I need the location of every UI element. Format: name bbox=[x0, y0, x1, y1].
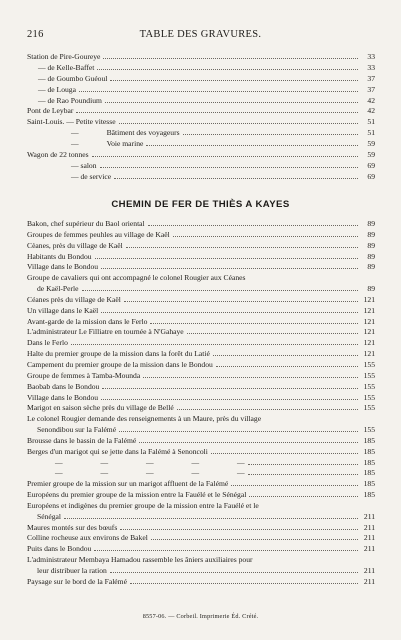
toc-entry-page: 69 bbox=[367, 160, 375, 170]
toc-entry bbox=[27, 458, 375, 469]
dot-leader bbox=[71, 344, 358, 345]
dot-leader bbox=[213, 355, 358, 356]
dot-leader bbox=[148, 225, 358, 226]
toc-entry bbox=[27, 262, 375, 273]
toc-entry-page: 42 bbox=[367, 106, 375, 116]
dot-leader bbox=[95, 258, 358, 259]
toc-entry-label: — salon bbox=[71, 160, 97, 170]
toc-entry-page: 89 bbox=[367, 229, 375, 239]
dot-leader bbox=[187, 333, 358, 334]
toc-entry bbox=[27, 150, 375, 161]
toc-entry-label: Paysage sur le bord de la Falémé bbox=[27, 576, 127, 586]
toc-entry bbox=[27, 172, 375, 183]
toc-entry-label: Colline rocheuse aux environs de Bakel bbox=[27, 533, 148, 543]
toc-entry bbox=[27, 161, 375, 172]
page-header bbox=[27, 29, 374, 43]
toc-entry bbox=[27, 106, 375, 117]
toc-entry-label: Groupes de femmes peuhles au village de Kaël bbox=[27, 229, 170, 239]
toc-entry-label: leur distribuer la ration bbox=[37, 566, 107, 575]
toc-entry bbox=[27, 544, 375, 555]
toc-entry-page: 51 bbox=[367, 128, 375, 138]
toc-entry bbox=[27, 566, 375, 577]
toc-entry-label: Sénégal bbox=[37, 511, 62, 521]
toc-entry-label: Cèanes, près du village de Kaël bbox=[27, 240, 123, 250]
toc-entry-page: 37 bbox=[367, 84, 375, 94]
toc-entry bbox=[27, 219, 375, 230]
dot-leader bbox=[231, 485, 358, 486]
toc-entry-page: 185 bbox=[363, 468, 375, 478]
toc-entry bbox=[27, 468, 375, 479]
toc-entry bbox=[27, 382, 375, 393]
dot-leader bbox=[143, 377, 358, 378]
toc-entry-label: Station de Pire-Goureye bbox=[27, 52, 101, 61]
toc-entry-label: Bâtiment des voyageurs bbox=[106, 128, 180, 138]
dot-leader bbox=[173, 236, 358, 237]
toc-entry-label: Campement du premier groupe de la mission dans le Bondou bbox=[27, 359, 213, 369]
toc-entry-page: 33 bbox=[367, 52, 375, 61]
toc-entry-page: 121 bbox=[363, 294, 375, 304]
toc-entry-label: L'administrateur Le Filliatre en tournée à N'Gahaye bbox=[27, 327, 184, 337]
toc-entry-label: Senondibou sur la Falémé bbox=[37, 425, 117, 435]
toc-entry-label: Céanes près du village de Kaël bbox=[27, 294, 121, 304]
dot-leader bbox=[119, 431, 358, 432]
dot-leader bbox=[110, 80, 358, 81]
toc-entry-page: 155 bbox=[363, 425, 375, 435]
dot-leader bbox=[103, 58, 358, 59]
toc-entry-page: 89 bbox=[367, 262, 375, 272]
ditto-dash: — bbox=[71, 139, 79, 149]
toc-entry-page: 155 bbox=[363, 381, 375, 391]
toc-entry bbox=[27, 241, 375, 252]
dot-leader bbox=[249, 496, 358, 497]
dot-leader bbox=[150, 323, 358, 324]
toc-entry-label: Habitants du Bondou bbox=[27, 251, 92, 261]
toc-entry bbox=[27, 306, 375, 317]
toc-entry-label: — de Kelle-Baffet bbox=[38, 62, 95, 72]
toc-entry-label: Bakon, chef supérieur du Baol oriental bbox=[27, 219, 145, 228]
toc-entry bbox=[27, 273, 375, 284]
toc-entry bbox=[27, 128, 375, 139]
toc-entry-label: — de Louga bbox=[38, 84, 76, 94]
toc-entry-label: Voie marine bbox=[106, 139, 144, 149]
toc-entry-page: 155 bbox=[363, 392, 375, 402]
toc-entry-label: Baobab dans le Bondou bbox=[27, 381, 100, 391]
toc-entry bbox=[27, 349, 375, 360]
toc-entry bbox=[27, 295, 375, 306]
toc-entry-label: — de Goumbo Guéoul bbox=[38, 73, 108, 83]
toc-entry-page: 185 bbox=[363, 446, 375, 456]
toc-entry-page: 42 bbox=[367, 95, 375, 105]
toc-entry-label: — de Rao Poundium bbox=[38, 95, 102, 105]
toc-entry-page: 211 bbox=[363, 511, 375, 521]
toc-entry-label: — — — — — bbox=[55, 468, 245, 478]
toc-entry-label: Halte du premier groupe de la mission dans la forêt du Latié bbox=[27, 349, 210, 359]
toc-entry-page: 185 bbox=[363, 435, 375, 445]
running-title: TABLE DES GRAVURES. bbox=[139, 29, 262, 40]
dot-leader bbox=[120, 529, 358, 530]
toc-entry bbox=[27, 555, 375, 566]
toc-entry bbox=[27, 117, 375, 128]
toc-entry-page: 89 bbox=[367, 219, 375, 228]
toc-entry bbox=[27, 436, 375, 447]
toc-entry-label: Wagon de 22 tonnes bbox=[27, 150, 89, 160]
dot-leader bbox=[97, 69, 358, 70]
dot-leader bbox=[101, 399, 358, 400]
toc-entry bbox=[27, 284, 375, 295]
toc-entry-page: 211 bbox=[363, 533, 375, 543]
toc-entry-page: 51 bbox=[367, 117, 375, 127]
toc-entry bbox=[27, 577, 375, 588]
toc-entry-label: Berges d'un marigot qui se jette dans la Falémé à Senoncoli bbox=[27, 446, 208, 456]
toc-entry-label: Village dans le Bondou bbox=[27, 262, 99, 272]
toc-entry-label: Groupe de cavaliers qui ont accompagné le colonel Rougier aux Céanes bbox=[27, 273, 246, 283]
dot-leader bbox=[105, 102, 358, 103]
toc-entry bbox=[27, 63, 375, 74]
toc-entry-page: 37 bbox=[367, 73, 375, 83]
toc-entry-page: 211 bbox=[363, 566, 375, 575]
toc-entry bbox=[27, 479, 375, 490]
dot-leader bbox=[101, 268, 358, 269]
dot-leader bbox=[64, 518, 358, 519]
toc-entry-label: Un village dans le Kaël bbox=[27, 305, 99, 315]
top-entry-list bbox=[27, 52, 375, 183]
dot-leader bbox=[139, 442, 358, 443]
toc-entry-label: Village dans le Bondou bbox=[27, 392, 99, 402]
dot-leader bbox=[79, 91, 358, 92]
toc-entry-label: L'administrateur Membaya Hamadou rassemble les âniers auxiliaires pour bbox=[27, 555, 253, 565]
dot-leader bbox=[183, 134, 358, 135]
dot-leader bbox=[92, 156, 358, 157]
toc-entry bbox=[27, 490, 375, 501]
toc-entry bbox=[27, 52, 375, 63]
ditto-dash: — bbox=[71, 128, 79, 138]
toc-entry bbox=[27, 393, 375, 404]
dot-leader bbox=[216, 366, 358, 367]
toc-entry-label: Européens du premier groupe de la mission entre la Fauélé et le Sénégal bbox=[27, 490, 247, 500]
toc-entry-label: Le colonel Rougier demande des renseignements à un Maure, près du village bbox=[27, 414, 262, 424]
toc-entry-page: 33 bbox=[367, 62, 375, 72]
toc-entry bbox=[27, 512, 375, 523]
toc-entry bbox=[27, 501, 375, 512]
dot-leader bbox=[248, 474, 358, 475]
section-entry-list bbox=[27, 219, 375, 588]
toc-entry bbox=[27, 317, 375, 328]
dot-leader bbox=[101, 312, 358, 313]
toc-entry bbox=[27, 74, 375, 85]
toc-entry bbox=[27, 447, 375, 458]
toc-entry-label: Dans le Ferlo bbox=[27, 338, 68, 348]
toc-entry-page: 121 bbox=[363, 316, 375, 326]
toc-entry-page: 89 bbox=[367, 284, 375, 294]
dot-leader bbox=[82, 290, 358, 291]
toc-entry-label: Marigot en saison sèche près du village de Bellé bbox=[27, 403, 174, 413]
toc-entry bbox=[27, 414, 375, 425]
dot-leader bbox=[119, 123, 358, 124]
dot-leader bbox=[110, 572, 358, 573]
dot-leader bbox=[102, 388, 358, 389]
toc-entry bbox=[27, 230, 375, 241]
toc-entry-label: — de service bbox=[71, 171, 112, 181]
toc-entry-label: Européens et indigènes du premier groupe de la mission entre la Fauélé et le bbox=[27, 500, 259, 510]
toc-entry bbox=[27, 338, 375, 349]
toc-entry bbox=[27, 96, 375, 107]
dot-leader bbox=[126, 247, 358, 248]
toc-entry-page: 121 bbox=[363, 327, 375, 337]
toc-entry-page: 211 bbox=[363, 576, 375, 586]
toc-entry-label: Groupe de femmes à Tamba-Mounda bbox=[27, 370, 141, 380]
toc-entry-page: 155 bbox=[363, 359, 375, 369]
section-title: CHEMIN DE FER DE THIÈS A KAYES bbox=[111, 199, 290, 210]
page-number: 216 bbox=[27, 29, 44, 40]
toc-entry-page: 155 bbox=[363, 403, 375, 413]
toc-entry bbox=[27, 533, 375, 544]
toc-entry bbox=[27, 327, 375, 338]
toc-entry-label: Brousse dans le bassin de la Falémé bbox=[27, 435, 137, 445]
toc-entry-page: 89 bbox=[367, 251, 375, 261]
toc-entry-page: 185 bbox=[363, 457, 375, 467]
dot-leader bbox=[146, 145, 358, 146]
toc-entry-page: 59 bbox=[367, 139, 375, 149]
toc-entry bbox=[27, 85, 375, 96]
toc-entry bbox=[27, 360, 375, 371]
toc-entry-page: 121 bbox=[363, 305, 375, 315]
dot-leader bbox=[124, 301, 358, 302]
toc-entry-page: 121 bbox=[363, 338, 375, 348]
toc-entry-label: de Kaël-Perle bbox=[37, 284, 79, 294]
toc-entry bbox=[27, 139, 375, 150]
toc-entry-page: 185 bbox=[363, 490, 375, 500]
toc-entry-page: 155 bbox=[363, 370, 375, 380]
toc-entry bbox=[27, 371, 375, 382]
toc-entry-label: Premier groupe de la mission sur un marigot affluent de la Falémé bbox=[27, 479, 229, 489]
dot-leader bbox=[248, 464, 358, 465]
dot-leader bbox=[100, 167, 358, 168]
dot-leader bbox=[211, 453, 358, 454]
toc-entry bbox=[27, 523, 375, 534]
dot-leader bbox=[94, 550, 358, 551]
toc-entry-label: Pont de Leybar bbox=[27, 106, 74, 116]
toc-entry-page: 211 bbox=[363, 522, 375, 532]
dot-leader bbox=[130, 583, 358, 584]
toc-entry bbox=[27, 425, 375, 436]
toc-entry-label: — — — — — bbox=[55, 457, 245, 467]
toc-entry-page: 89 bbox=[367, 240, 375, 250]
toc-entry bbox=[27, 403, 375, 414]
toc-entry-label: Puits dans le Bondou bbox=[27, 544, 92, 554]
toc-entry-page: 59 bbox=[367, 150, 375, 160]
dot-leader bbox=[151, 539, 358, 540]
toc-entry-label: Maures montés sur des bœufs bbox=[27, 522, 118, 532]
toc-entry bbox=[27, 252, 375, 263]
dot-leader bbox=[177, 409, 358, 410]
dot-leader bbox=[114, 178, 358, 179]
toc-entry-page: 69 bbox=[367, 171, 375, 181]
toc-entry-page: 211 bbox=[363, 544, 375, 554]
toc-entry-label: Saint-Louis. — Petite vitesse bbox=[27, 117, 116, 127]
toc-entry-page: 121 bbox=[363, 349, 375, 359]
toc-entry-label: Avant-garde de la mission dans le Ferlo bbox=[27, 316, 148, 326]
toc-entry-page: 185 bbox=[363, 479, 375, 489]
dot-leader bbox=[76, 112, 358, 113]
printer-footer: 8557-06. — Corbeil. Imprimerie Éd. Crété. bbox=[142, 613, 259, 620]
